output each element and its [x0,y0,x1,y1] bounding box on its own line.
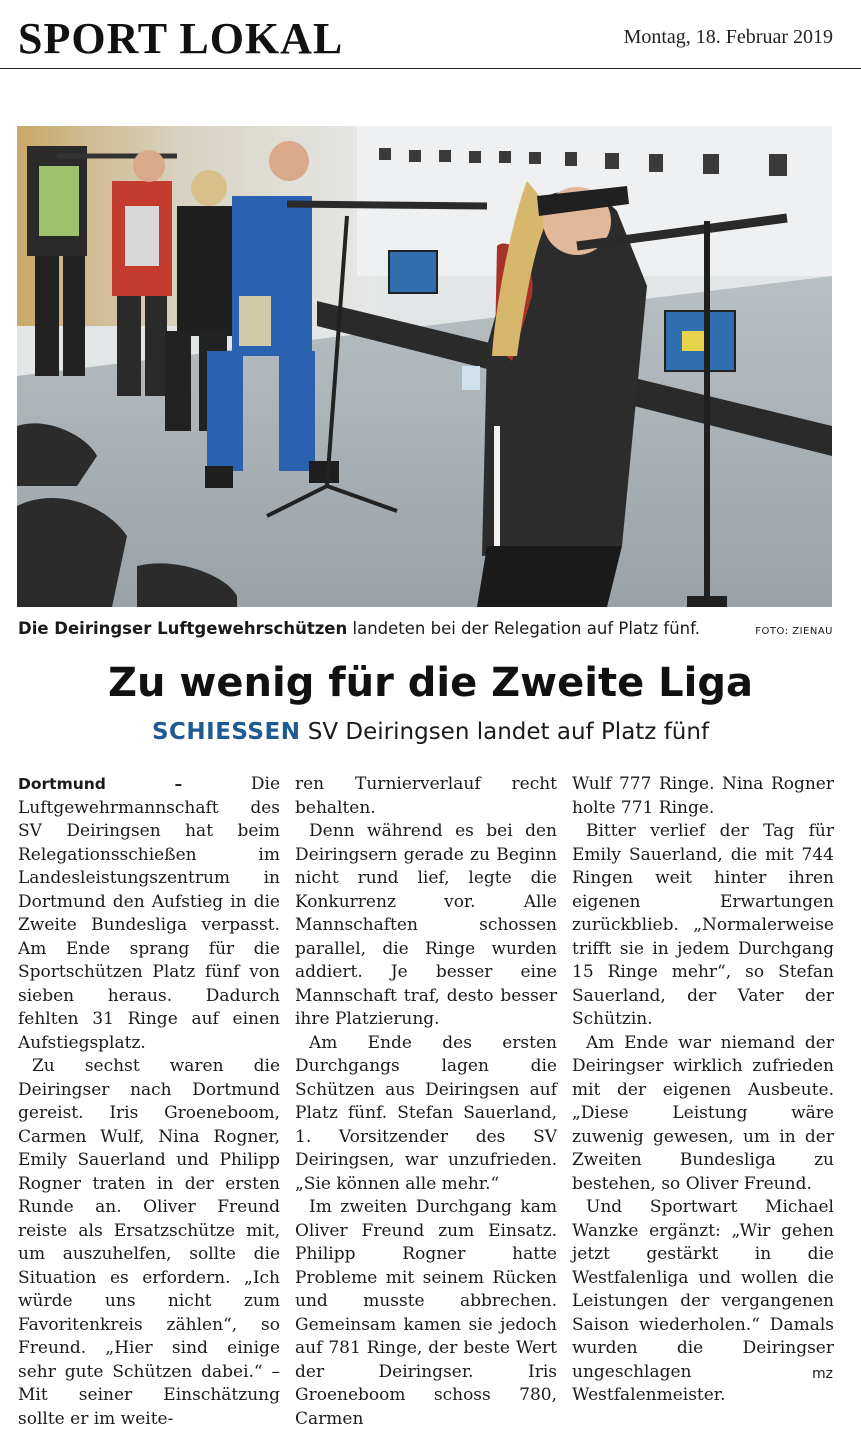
article-subheadline [0,714,861,750]
column-1 [18,773,280,1431]
article-headline: Zu wenig für die Zweite Liga [108,660,753,706]
dateline: Dortmund – [18,775,183,793]
paragraph: Wulf 777 Ringe. Nina Rogner holte 771 Ringe. [572,774,834,818]
section-title: SPORT LOKAL [18,14,344,63]
subheadline-text: SV Deiringsen landet auf Platz fünf [300,719,710,745]
paragraph: Am Ende war niemand der Deiringser wirklich zufrieden mit der eigenen Ausbeute. „Diese Leistung wäre zuwenig gewesen, um in der Zweiten Bundesliga zu bestehen, so Oliver Freund. [572,1032,834,1194]
photo-caption [18,618,833,640]
paragraph: Denn während es bei den Deiringsern gerade zu Beginn nicht rund lief, legte die Konkurrenz vor. Alle Mannschaften schossen parallel, die Ringe wurden addiert. Je besser eine Mannschaft traf, desto besser ihre Platzierung. [295,821,557,1029]
paragraph-text: Die Luftgewehrmannschaft des SV Deiringsen hat beim Relegationsschießen im Landesleistungszentrum in Dortmund den Aufstieg in die Zweite Bundesliga verpasst. Am Ende sprang für die Sportschützen Platz fünf von sieben heraus. Dadurch fehlten 31 Ringe auf einen Aufstiegsplatz. [18,774,280,1053]
paragraph: Am Ende des ersten Durchgangs lagen die Schützen aus Deiringsen auf Platz fünf. Stefan Sauerland, 1. Vorsitzender des SV Deiringsen, war unzufrieden. „Sie können alle mehr.“ [295,1032,557,1194]
topic-kicker: SCHIESSEN [151,719,301,745]
paragraph: Zu sechst waren die Deiringser nach Dortmund gereist. Iris Groeneboom, Carmen Wulf, Nina Rogner, Emily Sauerland und Philipp Rogner traten in der ersten Runde an. Oliver Freund reiste als Ersatzschütze mit, um auszuhelfen, sollte die Situation es erfordern. „Ich würde uns nicht zum Favoritenkreis zählen“, so Freund. „Hier sind einige sehr gute Schützen dabei.“ – Mit seiner Einschätzung sollte er im weite- [18,1056,280,1429]
author-initials: mz [812,1366,833,1382]
paragraph: Und Sportwart Michael Wanzke ergänzt: „Wir gehen jetzt gestärkt in die Westfalenliga und wollen die Leistungen der vergangenen Saison wiederholen.“ Damals wurden die Deiringser ungeschlagen Westfalenmeister. [572,1197,834,1405]
photo-credit: FOTO: ZIENAU [755,626,833,637]
paragraph: Bitter verlief der Tag für Emily Sauerland, die mit 744 Ringen weit hinter ihren eigenen Erwartungen zurückblieb. „Normalerweise trifft sie in jedem Durchgang 15 Ringe mehr“, so Stefan Sauerland, der Vater der Schützin. [572,821,834,1029]
shooting-range-illustration [17,126,832,607]
article-photo [17,126,832,607]
column-3 [572,773,834,1408]
paragraph: Im zweiten Durchgang kam Oliver Freund zum Einsatz. Philipp Rogner hatte Probleme mit seinem Rücken und musste abbrechen. Gemeinsam kamen sie jedoch auf 781 Ringe, der beste Wert der Deiringser. Iris Groeneboom schoss 780, Carmen [295,1197,557,1429]
issue-date: Montag, 18. Februar 2019 [623,26,833,48]
paragraph [18,773,280,1055]
page-header [0,0,861,69]
caption-lead: Die Deiringser Luftgewehrschützen [18,619,348,638]
column-2 [295,773,557,1431]
caption-text: landeten bei der Relegation auf Platz fünf. [347,619,700,638]
paragraph: ren Turnierverlauf recht behalten. [295,774,557,818]
